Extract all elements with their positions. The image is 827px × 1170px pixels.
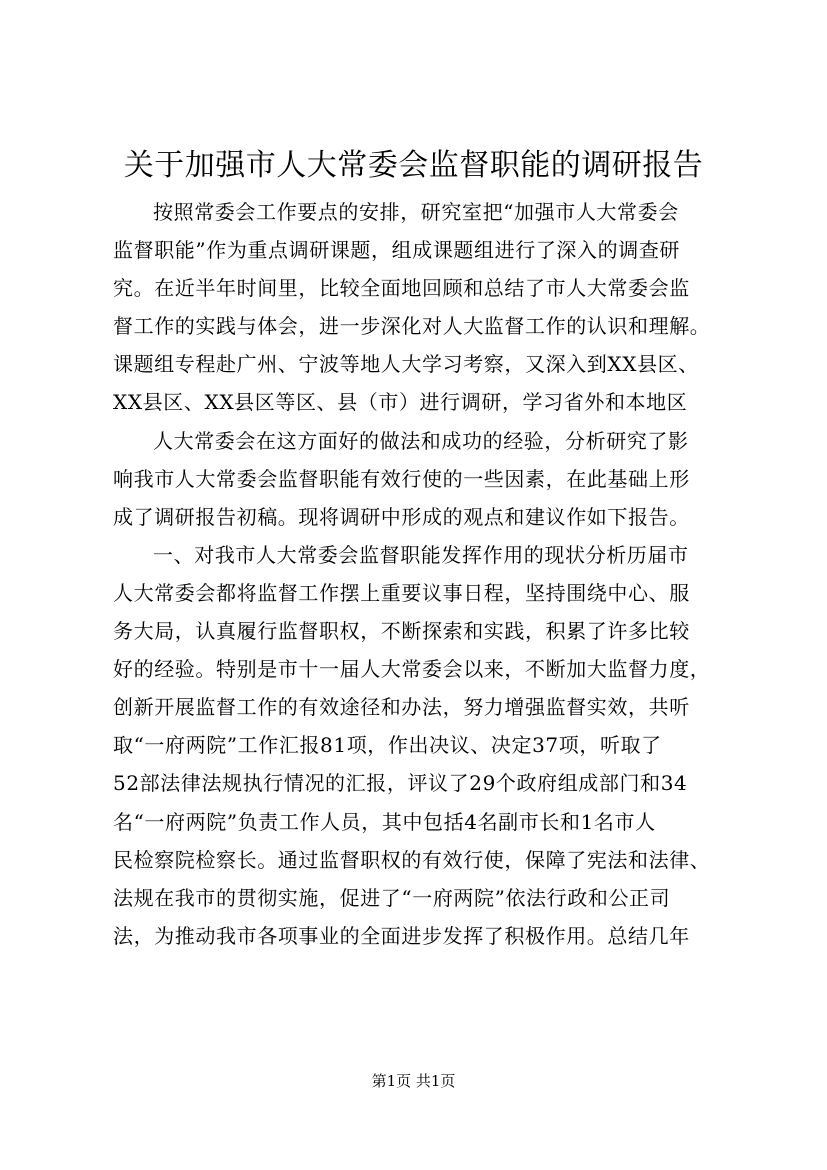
body-line: 人大常委会都将监督工作摆上重要议事日程，坚持围绕中心、服	[113, 580, 690, 605]
body-line: 一、对我市人大常委会监督职能发挥作用的现状分析历届市	[153, 542, 689, 567]
body-line: XX县区、XX县区等区、县（市）进行调研，学习省外和本地区	[113, 390, 688, 415]
page-footer: 第1页 共1页	[371, 1072, 456, 1090]
body-line: 法，为推动我市各项事业的全面进步发挥了积极作用。总结几年	[113, 923, 690, 948]
body-line: 成了调研报告初稿。现将调研中形成的观点和建议作如下报告。	[113, 504, 690, 529]
body-line: 52部法律法规执行情况的汇报，评议了29个政府组成部门和34	[113, 771, 688, 796]
body-line: 监督职能”作为重点调研课题，组成课题组进行了深入的调查研	[113, 238, 681, 263]
body-line: 名“一府两院”负责工作人员，其中包括4名副市长和1名市人	[113, 809, 656, 834]
body-line: 究。在近半年时间里，比较全面地回顾和总结了市人大常委会监	[113, 276, 690, 301]
document-body	[113, 193, 733, 955]
body-line: 法规在我市的贯彻实施，促进了“一府两院”依法行政和公正司	[113, 885, 671, 910]
body-line: 人大常委会在这方面好的做法和成功的经验，分析研究了影	[153, 428, 689, 453]
body-line: 取“一府两院”工作汇报81项，作出决议、决定37项，听取了	[113, 733, 662, 758]
body-line: 好的经验。特别是市十一届人大常委会以来，不断加大监督力度，	[113, 657, 711, 682]
body-line: 课题组专程赴广州、宁波等地人大学习考察，又深入到XX县区、	[113, 352, 699, 377]
body-line: 督工作的实践与体会，进一步深化对人大监督工作的认识和理解。	[113, 314, 711, 339]
document-title: 关于加强市人大常委会监督职能的调研报告	[123, 148, 704, 183]
body-line: 创新开展监督工作的有效途径和办法，努力增强监督实效，共听	[113, 695, 690, 720]
body-line: 响我市人大常委会监督职能有效行使的一些因素，在此基础上形	[113, 466, 690, 491]
body-line: 按照常委会工作要点的安排，研究室把“加强市人大常委会	[153, 200, 679, 224]
body-line: 民检察院检察长。通过监督职权的有效行使，保障了宪法和法律、	[113, 847, 711, 872]
body-line: 务大局，认真履行监督职权，不断探索和实践，积累了许多比较	[113, 619, 690, 644]
